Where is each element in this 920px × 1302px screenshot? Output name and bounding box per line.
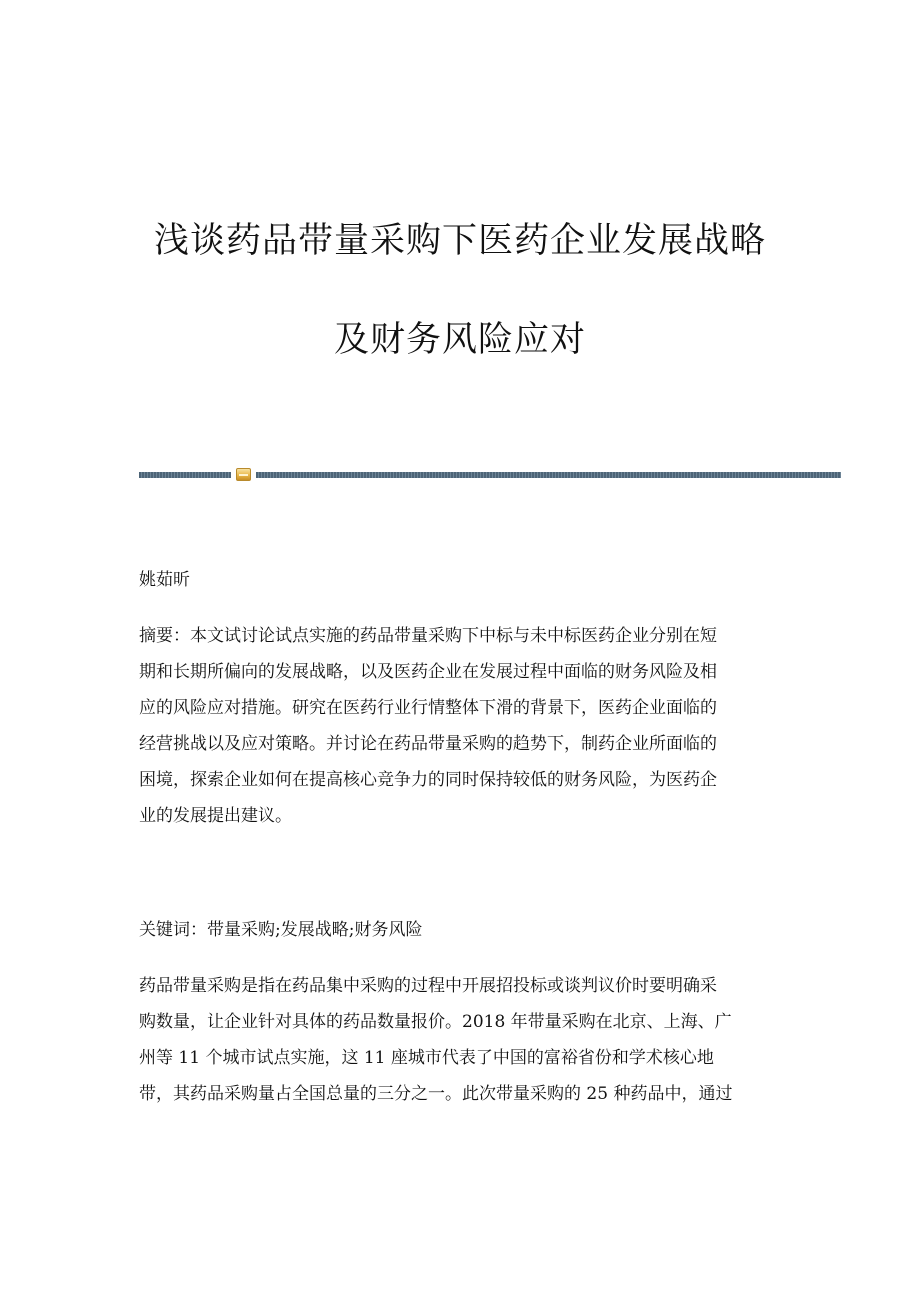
abstract-paragraph bbox=[139, 618, 779, 834]
body-line: 带，其药品采购量占全国总量的三分之一。此次带量采购的 25 种药品中，通过 bbox=[139, 1084, 733, 1104]
abstract-line: 经营挑战以及应对策略。并讨论在药品带量采购的趋势下，制药企业所面临的 bbox=[139, 734, 717, 754]
author-name: 姚茹昕 bbox=[139, 570, 190, 590]
abstract-line: 应的风险应对措施。研究在医药行业行情整体下滑的背景下，医药企业面临的 bbox=[139, 698, 717, 718]
body-line: 购数量，让企业针对具体的药品数量报价。2018 年带量采购在北京、上海、广 bbox=[139, 1012, 732, 1032]
abstract-line: 困境，探索企业如何在提高核心竞争力的同时保持较低的财务风险，为医药企 bbox=[139, 770, 717, 790]
divider-bar-right bbox=[256, 472, 841, 478]
divider-bar-left bbox=[139, 472, 231, 478]
body-line: 州等 11 个城市试点实施，这 11 座城市代表了中国的富裕省份和学术核心地 bbox=[139, 1048, 714, 1068]
body-paragraph bbox=[139, 968, 779, 1112]
abstract-line: 摘要：本文试讨论试点实施的药品带量采购下中标与未中标医药企业分别在短 bbox=[139, 626, 717, 646]
divider-ornament-icon bbox=[236, 468, 251, 481]
document-title-line-2: 及财务风险应对 bbox=[333, 320, 586, 360]
document-title-line-1: 浅谈药品带量采购下医药企业发展战略 bbox=[153, 221, 766, 261]
abstract-line: 业的发展提出建议。 bbox=[139, 806, 292, 826]
abstract-line: 期和长期所偏向的发展战略，以及医药企业在发展过程中面临的财务风险及相 bbox=[139, 662, 717, 682]
keywords-line: 关键词：带量采购;发展战略;财务风险 bbox=[139, 920, 423, 940]
decorative-divider bbox=[139, 468, 841, 482]
body-line: 药品带量采购是指在药品集中采购的过程中开展招投标或谈判议价时要明确采 bbox=[139, 976, 717, 996]
